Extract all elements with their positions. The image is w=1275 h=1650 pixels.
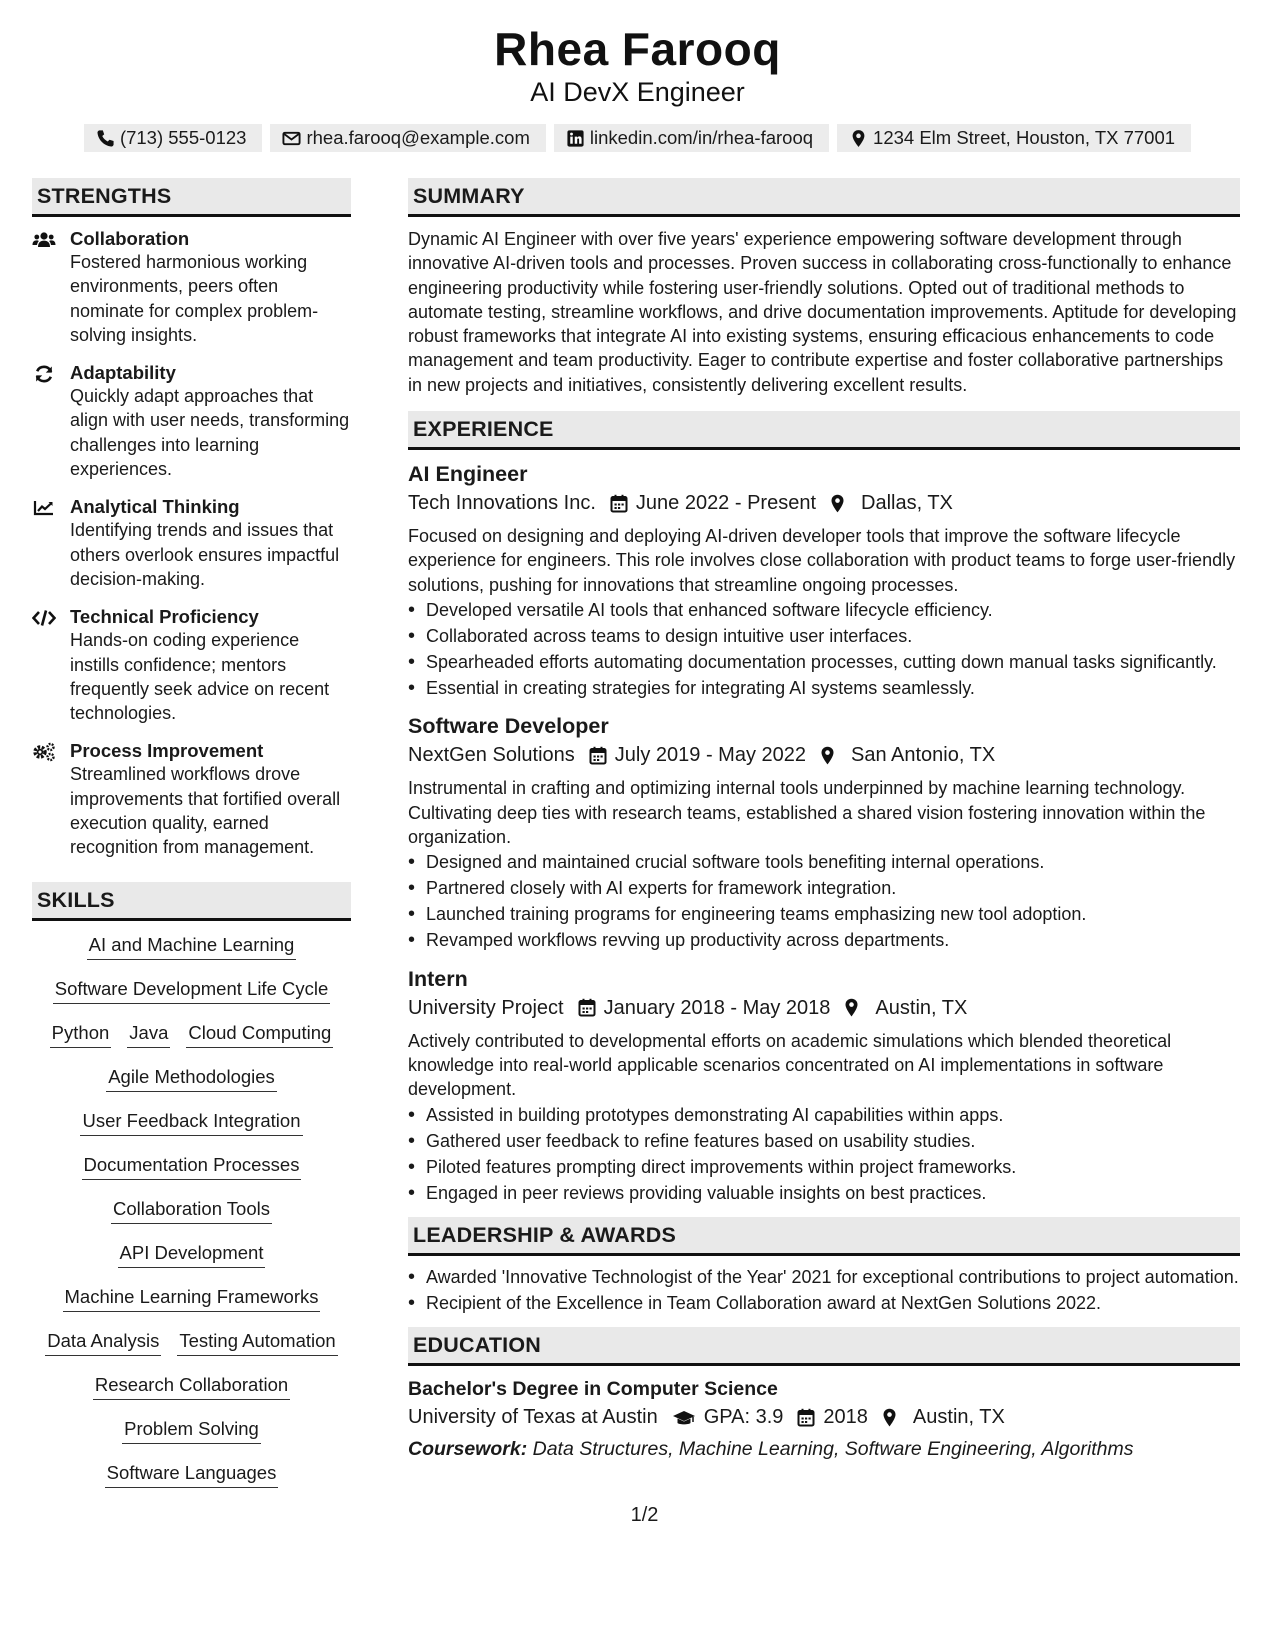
job-bullet: • Piloted features prompting direct improvements within project frameworks. xyxy=(408,1156,1240,1179)
candidate-role: AI DevX Engineer xyxy=(530,77,745,107)
job-meta xyxy=(408,993,1240,1023)
job-bullets xyxy=(408,599,1240,700)
education-meta xyxy=(408,1402,1240,1432)
location-pin-icon xyxy=(849,129,868,148)
calendar-icon xyxy=(797,1408,815,1427)
strength-item xyxy=(32,227,351,347)
graduation-year: 2018 xyxy=(823,1406,868,1429)
leadership-heading: LEADERSHIP & AWARDS xyxy=(408,1217,1240,1256)
job-bullet: • Engaged in peer reviews providing valuable insights on best practices. xyxy=(408,1182,1240,1205)
award-bullet: • Recipient of the Excellence in Team Collaboration award at NextGen Solutions 2022. xyxy=(408,1292,1240,1315)
phone-icon xyxy=(96,129,115,148)
skill-tag: Python xyxy=(50,1021,112,1048)
job-description: Instrumental in crafting and optimizing internal tools underpinned by machine learning technology. Cultivating deep ties with research teams, established a shared vision fostering innovation within the organization. xyxy=(408,778,1206,847)
strength-desc: Quickly adapt approaches that align with user needs, transforming challenges into learning experiences. xyxy=(70,386,350,480)
calendar-icon xyxy=(610,494,628,513)
email-chip xyxy=(270,124,545,152)
location-pin-icon xyxy=(820,746,835,765)
job-dates: June 2022 - Present xyxy=(635,492,817,515)
strength-desc: Hands-on coding experience instills confidence; mentors frequently seek advice on recent technologies. xyxy=(70,630,330,724)
strength-desc: Streamlined workflows drove improvements that fortified overall execution quality, earned recognition from management. xyxy=(70,764,341,858)
strength-title: Adaptability xyxy=(70,362,176,384)
graduation-cap-icon xyxy=(672,1408,696,1427)
job-location: San Antonio, TX xyxy=(851,744,996,767)
skill-tag: Machine Learning Frameworks xyxy=(63,1285,321,1312)
leadership-bullets xyxy=(408,1266,1240,1315)
calendar-icon xyxy=(589,746,607,765)
chart-line-icon xyxy=(32,498,56,518)
left-column xyxy=(32,178,351,1505)
job-dates: July 2019 - May 2022 xyxy=(614,744,806,767)
candidate-name: Rhea Farooq xyxy=(494,23,781,75)
degree-title: Bachelor's Degree in Computer Science xyxy=(408,1378,778,1401)
job-bullet: • Partnered closely with AI experts for framework integration. xyxy=(408,877,1240,900)
job-meta xyxy=(408,740,1240,770)
skill-tag: Problem Solving xyxy=(122,1417,261,1444)
job-title: Intern xyxy=(408,966,468,991)
job-company: University Project xyxy=(408,996,564,1019)
skill-tag: Testing Automation xyxy=(177,1329,337,1356)
location-pin-icon xyxy=(844,998,859,1017)
summary-heading: SUMMARY xyxy=(408,178,1240,217)
strength-item xyxy=(32,605,351,725)
experience-heading: EXPERIENCE xyxy=(408,411,1240,450)
job-company: Tech Innovations Inc. xyxy=(408,492,596,515)
job-bullet: • Launched training programs for engineering teams emphasizing new tool adoption. xyxy=(408,903,1240,926)
linkedin-chip xyxy=(554,124,829,152)
strengths-heading: STRENGTHS xyxy=(32,178,351,217)
job-location: Dallas, TX xyxy=(861,492,953,515)
coursework-label: Coursework: xyxy=(408,1438,528,1461)
code-icon xyxy=(32,608,56,628)
calendar-icon xyxy=(578,998,596,1017)
skill-tag: Cloud Computing xyxy=(186,1021,333,1048)
job-bullet: • Gathered user feedback to refine features based on usability studies. xyxy=(408,1130,1240,1153)
strength-item xyxy=(32,495,351,591)
job-entry xyxy=(408,965,1240,1205)
job-bullet: • Designed and maintained crucial software tools benefiting internal operations. xyxy=(408,851,1240,874)
job-bullet: • Revamped workflows revving up productivity across departments. xyxy=(408,929,1240,952)
gpa-text: GPA: 3.9 xyxy=(703,1406,784,1429)
sync-icon xyxy=(32,364,56,384)
skills-list xyxy=(32,933,351,1488)
job-description: Focused on designing and deploying AI-driven developer tools that improve the software lifecycle experience for engineers. This role involves close collaboration with product teams to forge user-friendly solutions, pushing for innovations that streamline ongoing processes. xyxy=(408,526,1236,595)
strength-title: Collaboration xyxy=(70,228,190,249)
strength-title: Analytical Thinking xyxy=(70,496,240,518)
job-bullet: • Essential in creating strategies for integrating AI systems seamlessly. xyxy=(408,677,1240,700)
phone-chip xyxy=(84,124,263,152)
linkedin-icon xyxy=(566,129,585,148)
job-entry xyxy=(408,712,1240,952)
strength-item xyxy=(32,361,351,481)
location-pin-icon xyxy=(830,494,845,513)
skill-tag: Research Collaboration xyxy=(93,1373,290,1400)
school-location: Austin, TX xyxy=(912,1406,1005,1429)
linkedin-text: linkedin.com/in/rhea-farooq xyxy=(589,127,814,148)
skill-tag: API Development xyxy=(118,1241,266,1268)
summary-text: Dynamic AI Engineer with over five years' experience empowering software development through innovative AI-driven tools and processes. Proven success in collaborating cross-functionally to enhance engineering productivity while fostering user-friendly solutions. Opted out of traditional methods to automate testing, streamline workflows, and drive documentation improvements. Aptitude for developing robust frameworks that integrate AI into existing systems, ensuring efficacious enhancements to code management and team productivity. Eager to contribute expertise and foster collaborative partnerships in new projects and initiatives, consistently delivering excellent results. xyxy=(408,229,1237,395)
job-bullets xyxy=(408,851,1240,952)
phone-text: (713) 555-0123 xyxy=(119,127,247,148)
job-company: NextGen Solutions xyxy=(408,744,575,767)
skill-tag: Agile Methodologies xyxy=(106,1065,277,1092)
cogs-icon xyxy=(32,742,56,762)
skill-tag: Software Languages xyxy=(105,1461,279,1488)
job-bullet: • Spearheaded efforts automating documentation processes, cutting down manual tasks significantly. xyxy=(408,651,1240,674)
education-heading: EDUCATION xyxy=(408,1327,1240,1366)
skills-heading: SKILLS xyxy=(32,882,351,921)
skill-tag: Java xyxy=(127,1021,170,1048)
job-title: AI Engineer xyxy=(408,462,528,487)
award-bullet: • Awarded 'Innovative Technologist of the Year' 2021 for exceptional contributions to project automation. xyxy=(408,1266,1240,1289)
job-bullet: • Assisted in building prototypes demonstrating AI capabilities within apps. xyxy=(408,1104,1240,1127)
strength-desc: Identifying trends and issues that others overlook ensures impactful decision-making. xyxy=(70,520,340,589)
skill-tag: AI and Machine Learning xyxy=(87,933,297,960)
job-location: Austin, TX xyxy=(875,996,968,1019)
strength-title: Technical Proficiency xyxy=(70,606,259,628)
skill-tag: Software Development Life Cycle xyxy=(53,977,331,1004)
email-text: rhea.farooq@example.com xyxy=(306,127,530,148)
job-title: Software Developer xyxy=(408,714,609,739)
strength-desc: Fostered harmonious working environments, peers often nominate for complex problem-solving insights. xyxy=(70,252,319,345)
skill-tag: Data Analysis xyxy=(45,1329,161,1356)
coursework xyxy=(408,1434,1240,1464)
skill-tag: User Feedback Integration xyxy=(80,1109,302,1136)
skill-tag: Collaboration Tools xyxy=(111,1197,272,1224)
skill-tag: Documentation Processes xyxy=(82,1153,302,1180)
job-entry xyxy=(408,460,1240,700)
resume-header xyxy=(0,0,1275,152)
job-bullets xyxy=(408,1104,1240,1205)
users-icon xyxy=(32,230,56,250)
strength-item xyxy=(32,739,351,859)
job-description: Actively contributed to developmental efforts on academic simulations which blended theoretical knowledge into real-world applicable scenarios concentrated on AI implementations in software development. xyxy=(408,1030,1172,1100)
school-name: University of Texas at Austin xyxy=(408,1406,658,1429)
address-text: 1234 Elm Street, Houston, TX 77001 xyxy=(873,127,1176,148)
page-number: 1/2 xyxy=(630,1504,659,1526)
envelope-icon xyxy=(282,129,301,148)
coursework-list: Data Structures, Machine Learning, Software Engineering, Algorithms xyxy=(532,1438,1134,1461)
right-column xyxy=(408,178,1240,1505)
address-chip xyxy=(837,124,1191,152)
strength-title: Process Improvement xyxy=(70,740,264,762)
job-bullet: • Collaborated across teams to design intuitive user interfaces. xyxy=(408,625,1240,648)
contact-bar xyxy=(0,124,1275,152)
job-bullet: • Developed versatile AI tools that enhanced software lifecycle efficiency. xyxy=(408,599,1240,622)
location-pin-icon xyxy=(882,1408,897,1427)
resume-body xyxy=(32,178,1243,1505)
job-dates: January 2018 - May 2018 xyxy=(603,996,831,1019)
job-meta xyxy=(408,488,1240,518)
